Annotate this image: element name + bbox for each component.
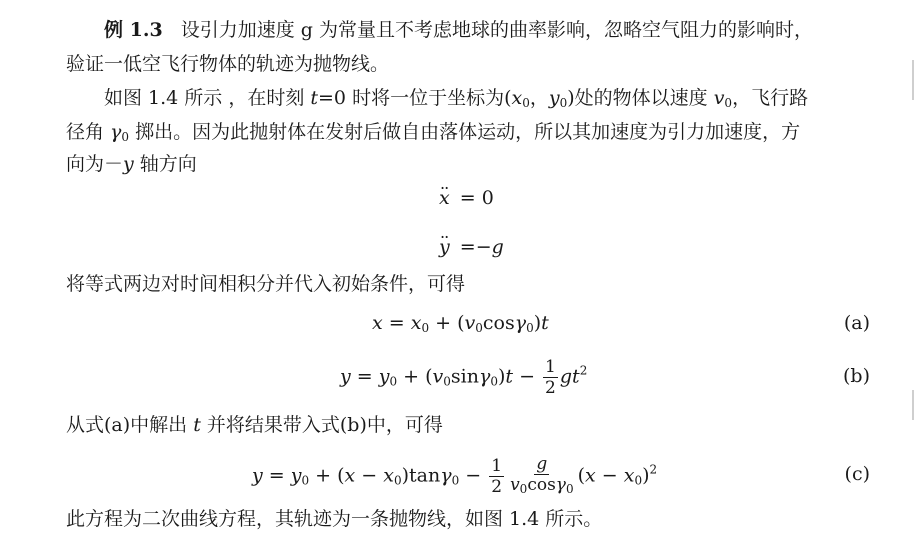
equation-xddot: .. x = 0 [439,186,494,210]
para3-line: 从式(a)中解出 t 并将结果带入式(b)中，可得 [66,414,443,436]
example-line-2: 验证一低空飞行物体的轨迹为抛物线。 [66,53,390,75]
fraction-one-half: $\frac{1}{2}$ [545,357,556,398]
para2-line: 将等式两边对时间相积分并代入初始条件，可得 [66,273,466,295]
equation-b: $y = y_0 + (v_0\sin\gamma_0)t$ − $\frac{1}{2}$ $gt^2$ [340,357,588,398]
equation-yddot: .. y =−g [439,235,504,259]
fraction-one-half-c: $\frac{1}{2}$ [491,456,503,497]
para1-line-1: 如图 1.4 所示 ，在时刻 t=0 时将一位于坐标为($x_0$，$y_0$)处的物体以速度 $v_0$，飞行路 [104,87,809,110]
example-label: 例 1.3 [104,19,163,41]
para1-line-3: 向为－y 轴方向 [66,153,197,175]
equation-c-label: (c) [844,463,870,485]
para4-line: 此方程为二次曲线方程，其轨迹为一条抛物线，如图 1.4 所示。 [66,508,603,530]
example-line-1 [104,18,813,42]
para1-line-2: 径角 $\gamma_0$ 掷出。因为此抛射体在发射后做自由落体运动，所以其加速度为引力加速度，方 [66,121,801,144]
example-text-1: 设引力加速度 g 为常量且不考虑地球的曲率影响，忽略空气阻力的影响时， [180,19,813,41]
equation-a-label: (a) [843,312,870,334]
equation-b-label: (b) [843,365,870,387]
equation-c: $y = y_0 + (x - x_0)\tan\gamma_0$ − $\frac{1}{2}$ $\frac{g}{v_0\cos\gamma_0}$ $(x - x_0)^2$ [252,454,658,497]
equation-a: $x = x_0 + (v_0\cos\gamma_0)t$ [372,312,549,335]
fraction-g-over-v0cos: $\frac{g}{v_0\cos\gamma_0}$ [510,454,574,496]
